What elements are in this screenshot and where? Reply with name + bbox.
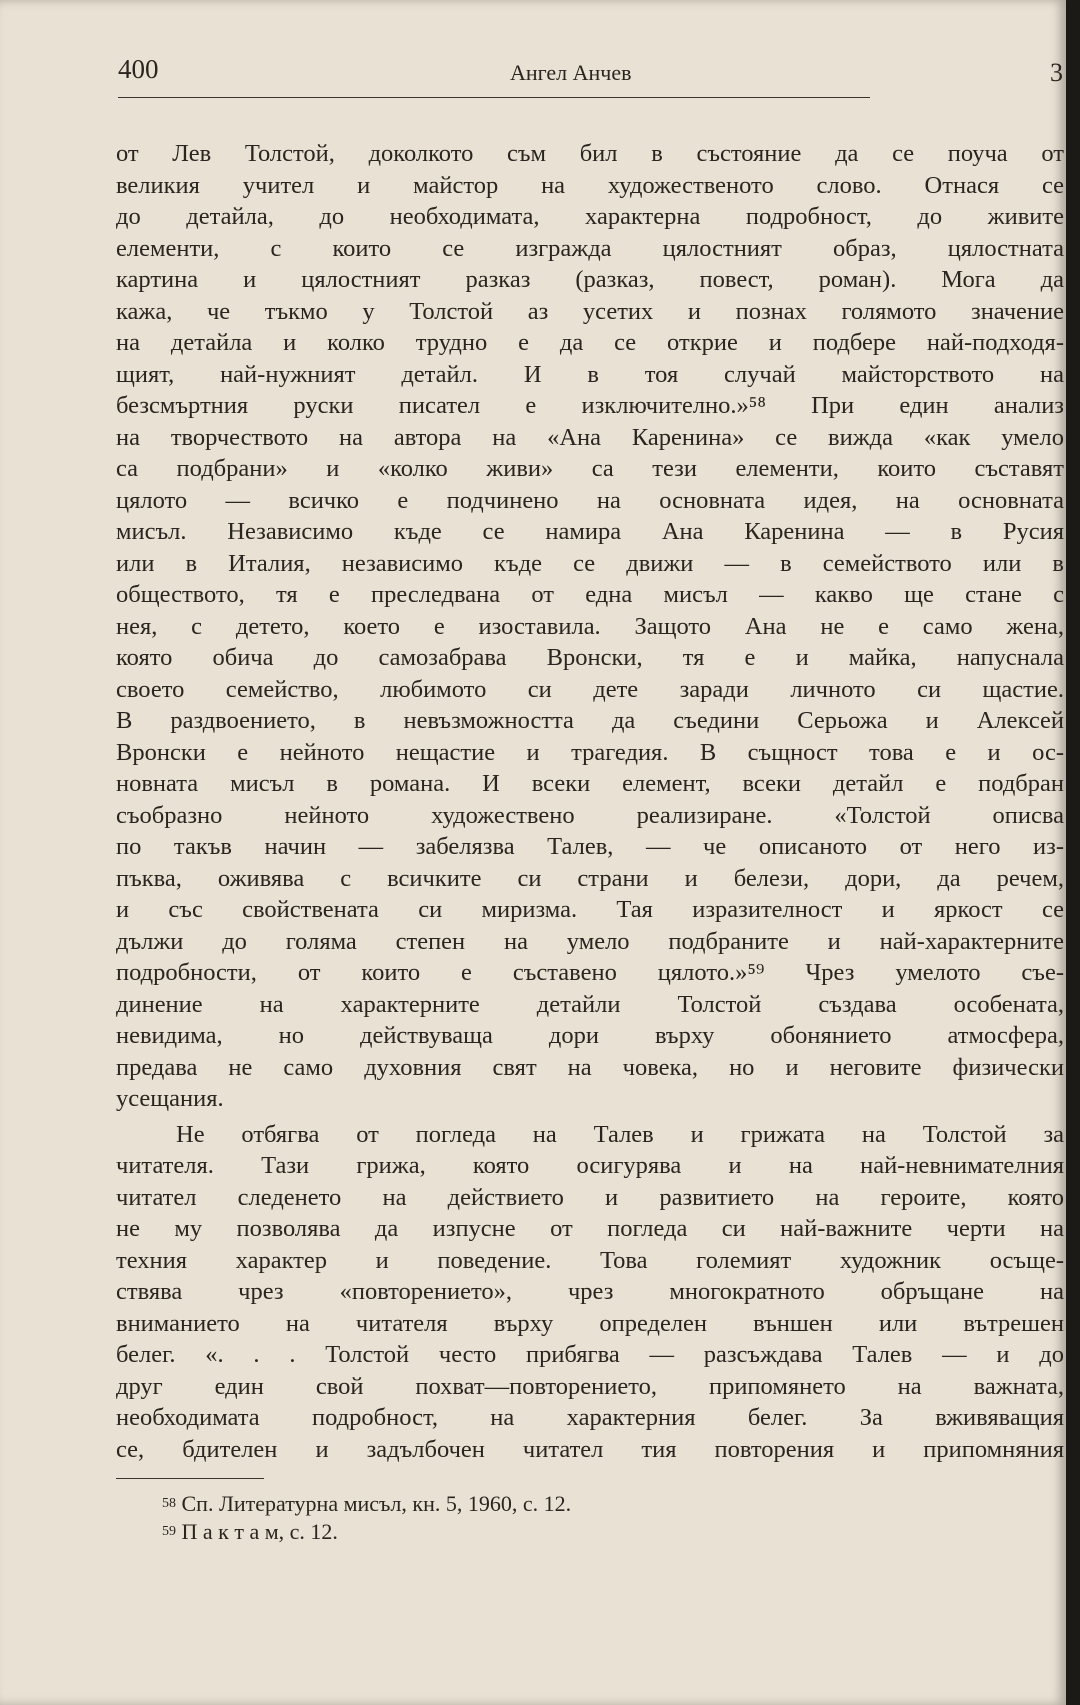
text-line: Вронски е нейното нещастие и трагедия. В същност това е и ос- — [116, 738, 1064, 766]
text-line: усещания. — [116, 1085, 224, 1112]
text-line: на детайла и колко трудно е да се открие и подбере най-подходя- — [116, 329, 1064, 356]
text-line: не му позволява да изпусне от погледа си най-важните черти на — [116, 1215, 1064, 1242]
text-line: предава не само духовния свят на човека, но и неговите физически — [116, 1053, 1064, 1081]
text-line: която обича до самозабрава Вронски, тя е и майка, напуснала — [116, 644, 1064, 671]
paragraph-1 — [116, 138, 1064, 1115]
text-line: подробности, от които е съставено цялото.»⁵⁹ Чрез умелото съе- — [116, 959, 1064, 986]
text-line: динение на характерните детайли Толстой създава особената, — [116, 990, 1064, 1018]
header-edge-text: 3 — [1050, 58, 1063, 87]
text-line: до детайла, до необходимата, характерна подробност, до живите — [116, 203, 1064, 230]
text-line: невидима, но действуваща дори върху обонянието атмосфера, — [116, 1022, 1064, 1049]
text-line: безсмъртния руски писател е изключително.»⁵⁸ При един анализ — [116, 392, 1064, 419]
text-line: и със свойствената си миризма. Тая изразителност и яркост се — [116, 896, 1064, 923]
footnotes — [162, 1490, 762, 1546]
text-line: съобразно нейното художествено реализиране. «Толстой описва — [116, 801, 1064, 829]
text-line: необходимата подробност, на характерния белег. За вживяващия — [116, 1404, 1064, 1431]
text-line: са подбрани» и «колко живи» са тези елементи, които съставят — [116, 455, 1064, 482]
text-line: ствява чрез «повторението», чрез многократното обръщане на — [116, 1278, 1064, 1305]
text-line: от Лев Толстой, доколкото съм бил в състояние да се поуча от — [116, 140, 1064, 167]
text-line: дължи до голяма степен на умело подбраните и най-характерните — [116, 927, 1064, 955]
body-text — [116, 138, 1064, 1465]
footnote-text: Сп. Литературна мисъл, кн. 5, 1960, с. 12. — [181, 1491, 572, 1516]
header-rule — [118, 97, 870, 98]
text-line: елементи, с които се изгражда цялостният образ, цялостната — [116, 234, 1064, 262]
text-line: се, бдителен и задълбочен читател тия повторения и припомняния — [116, 1435, 1064, 1463]
text-line: щият, най-нужният детайл. И в тоя случай майсторството на — [116, 360, 1064, 388]
text-line: читателя. Тази грижа, която осигурява и на най-невнимателния — [116, 1152, 1064, 1179]
text-line: на творчеството на автора на «Ана Каренина» се вижда «как умело — [116, 423, 1064, 451]
text-line: пъква, оживява с всичките си страни и белези, дори, да речем, — [116, 864, 1064, 892]
page-number: 400 — [118, 54, 159, 84]
page-header — [118, 54, 1063, 94]
text-line: по такъв начин — забелязва Талев, — че описаното от него из- — [116, 833, 1064, 860]
text-line: белег. «. . . Толстой често прибягва — разсъждава Талев — и до — [116, 1341, 1064, 1368]
text-line: кажа, че тъкмо у Толстой аз усетих и познах голямото значение — [116, 297, 1064, 325]
paragraph-2 — [116, 1119, 1064, 1466]
running-title: Ангел Анчев — [510, 60, 632, 85]
footnote-59 — [162, 1518, 762, 1546]
text-line: техния характер и поведение. Това големият художник осъще- — [116, 1246, 1064, 1274]
text-line: великия учител и майстор на художественото слово. Отнася се — [116, 171, 1064, 199]
text-line: мисъл. Независимо къде се намира Ана Каренина — в Русия — [116, 518, 1064, 545]
footnote-number: 58 — [162, 1496, 176, 1511]
text-line: вниманието на читателя върху определен външен или вътрешен — [116, 1309, 1064, 1337]
footnote-text: П а к т а м, с. 12. — [181, 1519, 338, 1544]
text-line: друг един свой похват—повторението, припомянето на важната, — [116, 1372, 1064, 1400]
text-line: цялото — всичко е подчинено на основната идея, на основната — [116, 486, 1064, 514]
footnote-number: 59 — [162, 1524, 176, 1539]
text-line: картина и цялостният разказ (разказ, повест, роман). Мога да — [116, 266, 1064, 293]
text-line: В раздвоението, в невъзможността да съедини Серьожа и Алексей — [116, 707, 1064, 734]
text-line: своето семейство, любимото си дете заради личното си щастие. — [116, 675, 1064, 703]
text-line: обществото, тя е преследвана от една мисъл — какво ще стане с — [116, 581, 1064, 608]
text-line: нея, с детето, което е изоставила. Защото Ана не е само жена, — [116, 612, 1064, 640]
text-line: новната мисъл в романа. И всеки елемент, всеки детайл е подбран — [116, 770, 1064, 797]
footnote-rule — [116, 1478, 264, 1479]
footnote-58 — [162, 1490, 762, 1518]
text-line: Не отбягва от погледа на Талев и грижата на Толстой за — [176, 1120, 1064, 1148]
text-line: или в Италия, независимо къде се движи — в семейството или в — [116, 549, 1064, 577]
text-line: читател следенето на действието и развитието на героите, която — [116, 1183, 1064, 1211]
